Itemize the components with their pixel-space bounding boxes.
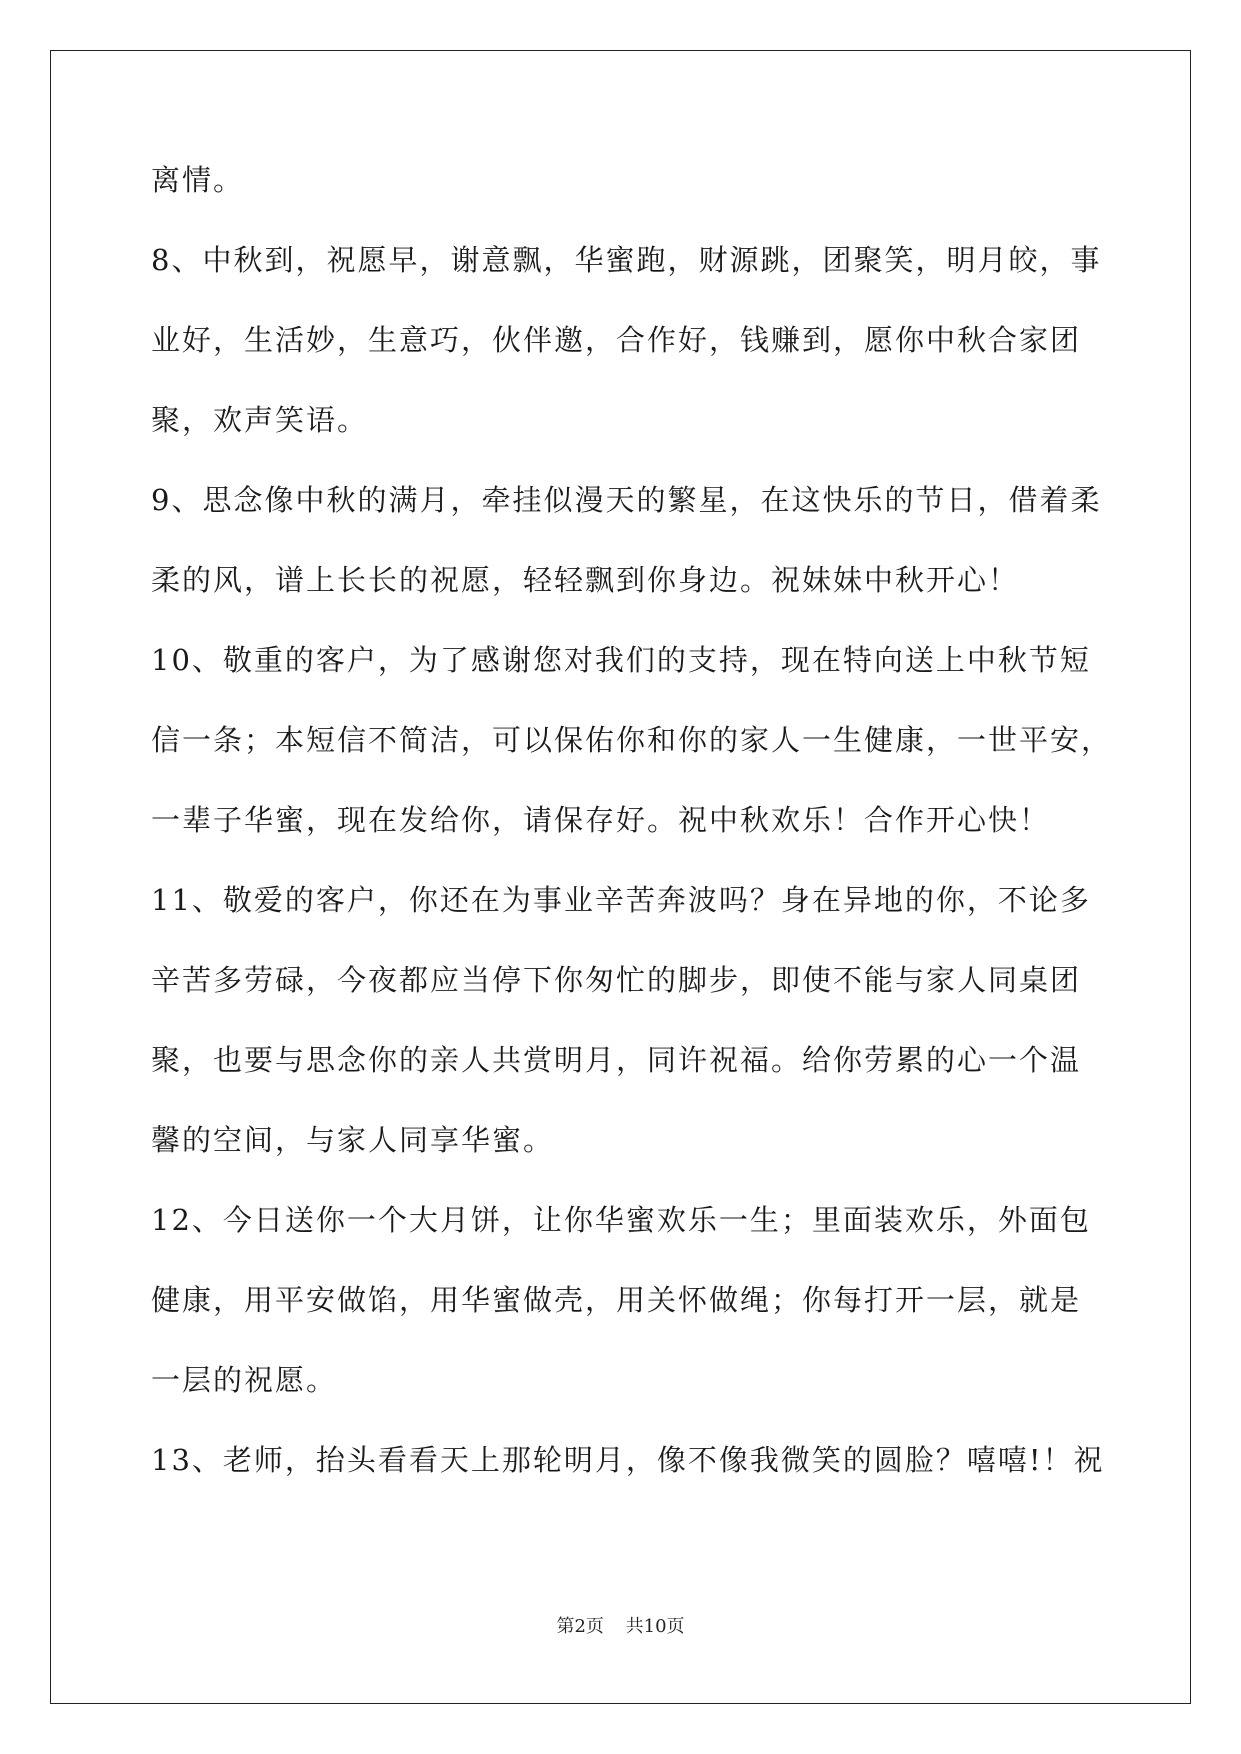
document-body — [151, 160, 1113, 1520]
text-line: 聚，欢声笑语。 — [151, 403, 369, 437]
text-line: 健康，用平安做馅，用华蜜做壳，用关怀做绳；你每打开一层，就是 — [151, 1283, 1082, 1317]
text-line: 业好，生活妙，生意巧，伙伴邀，合作好，钱赚到，愿你中秋合家团 — [151, 323, 1082, 357]
page-footer — [0, 1612, 1241, 1638]
text-line: 馨的空间，与家人同享华蜜。 — [151, 1123, 555, 1157]
text-line: 信一条；本短信不简洁，可以保佑你和你的家人一生健康，一世平安， — [151, 723, 1113, 757]
text-line: 一层的祝愿。 — [151, 1363, 338, 1397]
text-line: 9、思念像中秋的满月，牵挂似漫天的繁星，在这快乐的节日，借着柔 — [151, 483, 1102, 517]
text-line: 聚，也要与思念你的亲人共赏明月，同许祝福。给你劳累的心一个温 — [151, 1043, 1082, 1077]
text-line: 10、敬重的客户，为了感谢您对我们的支持，现在特向送上中秋节短 — [151, 643, 1091, 677]
page-number: 第2页 — [556, 1616, 604, 1637]
text-line: 辛苦多劳碌，今夜都应当停下你匆忙的脚步，即使不能与家人同桌团 — [151, 963, 1082, 997]
text-line: 13、老师，抬头看看天上那轮明月，像不像我微笑的圆脸？嘻嘻!！祝 — [151, 1443, 1105, 1477]
text-line: 柔的风，谱上长长的祝愿，轻轻飘到你身边。祝妹妹中秋开心！ — [151, 563, 1020, 597]
text-line: 11、敬爱的客户，你还在为事业辛苦奔波吗？身在异地的你，不论多 — [151, 883, 1091, 917]
page-total: 共10页 — [625, 1616, 685, 1637]
text-line: 12、今日送你一个大月饼，让你华蜜欢乐一生；里面装欢乐，外面包 — [151, 1203, 1091, 1237]
text-line: 离情。 — [151, 163, 245, 197]
text-line: 一辈子华蜜，现在发给你，请保存好。祝中秋欢乐！合作开心快！ — [151, 803, 1051, 837]
text-line: 8、中秋到，祝愿早，谢意飘，华蜜跑，财源跳，团聚笑，明月皎，事 — [151, 243, 1102, 277]
